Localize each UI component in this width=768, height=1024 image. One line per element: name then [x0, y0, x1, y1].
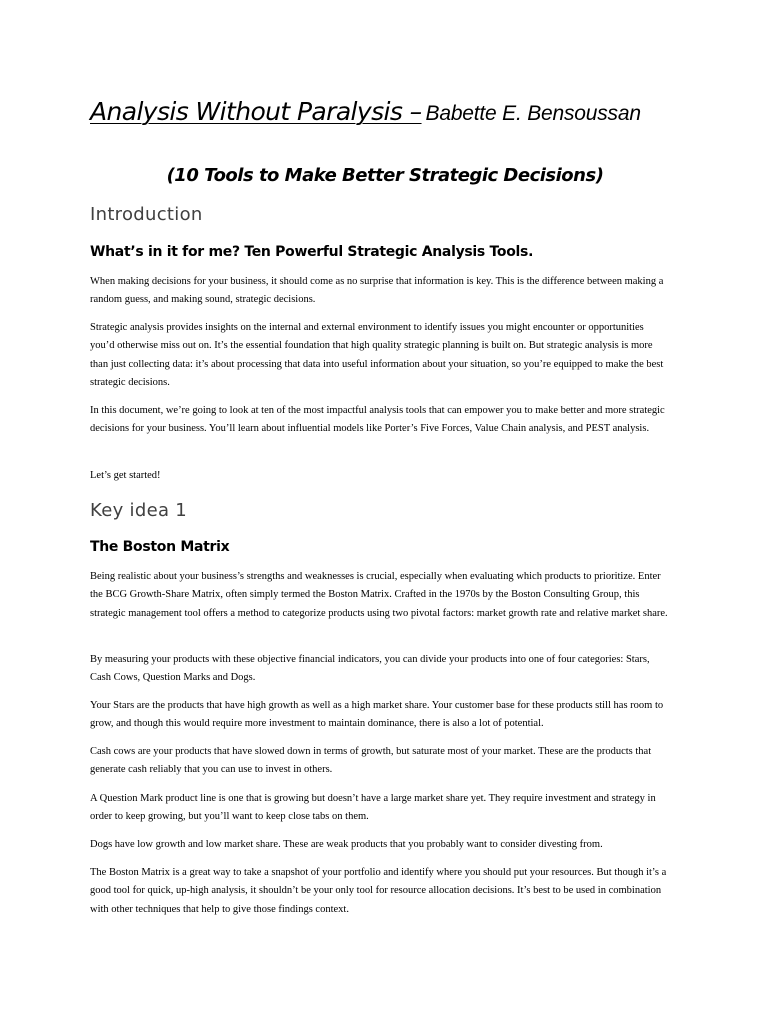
document-subtitle: (10 Tools to Make Better Strategic Decisions)	[166, 165, 604, 186]
paragraph: By measuring your products with these objective financial indicators, you can divide your products into one of four categories: Stars, Cash Cows, Question Marks and Dogs.	[90, 654, 650, 684]
section-subheading-introduction: What’s in it for me? Ten Powerful Strategic Analysis Tools.	[90, 244, 534, 260]
section-subheading-boston-matrix: The Boston Matrix	[90, 539, 230, 555]
paragraph: Being realistic about your business’s strengths and weaknesses is crucial, especially when evaluating which products to prioritize. Enter the BCG Growth-Share Matrix, often simply termed the Boston Matrix. Crafted in the 1970s by the Boston Consulting Group, this strategic management tool offers a method to categorize products using two pivotal factors: market growth rate and relative market share.	[90, 571, 668, 619]
paragraph: When making decisions for your business, it should come as no surprise that information is key. This is the difference between making a random guess, and making sound, strategic decisions.	[90, 276, 664, 306]
paragraph: Let’s get started!	[90, 470, 161, 481]
section-heading-introduction: Introduction	[90, 204, 203, 225]
section-heading-key-idea-1: Key idea 1	[90, 500, 188, 521]
paragraph: Strategic analysis provides insights on the internal and external environment to identify issues you might encounter or opportunities you’d otherwise miss out on. It’s the essential foundation that high quality strategic planning is built on. But strategic analysis is more than just collecting data: it’s about processing that data into useful information about your situation, so you’re equipped to make the best strategic decisions.	[90, 322, 664, 388]
paragraph: Cash cows are your products that have slowed down in terms of growth, but saturate most of your market. These are the products that generate cash reliably that you can use to invest in others.	[90, 746, 652, 776]
paragraph: Dogs have low growth and low market share. These are weak products that you probably want to consider divesting from.	[90, 839, 603, 850]
paragraph: In this document, we’re going to look at ten of the most impactful analysis tools that can empower you to make better and more strategic decisions for your business. You’ll learn about influential models like Porter’s Five Forces, Value Chain analysis, and PEST analysis.	[90, 405, 665, 435]
document-title: Analysis Without Paralysis –	[90, 97, 422, 126]
document-title-line	[90, 97, 690, 126]
paragraph: A Question Mark product line is one that is growing but doesn’t have a large market share yet. They require investment and strategy in order to keep growing, but you’ll want to keep close tabs on them.	[90, 793, 656, 823]
paragraph: Your Stars are the products that have high growth as well as a high market share. Your customer base for these products still has room to grow, and though this would require more investment to maintain dominance, there is also a lot of potential.	[90, 700, 664, 730]
document-author: Babette E. Bensoussan	[425, 102, 641, 125]
paragraph: The Boston Matrix is a great way to take a snapshot of your portfolio and identify where you should put your resources. But though it’s a good tool for quick, up-high analysis, it shouldn’t be your only tool for resource allocation decisions. It’s best to be used in combination with other techniques that help to give those findings context.	[90, 867, 667, 915]
